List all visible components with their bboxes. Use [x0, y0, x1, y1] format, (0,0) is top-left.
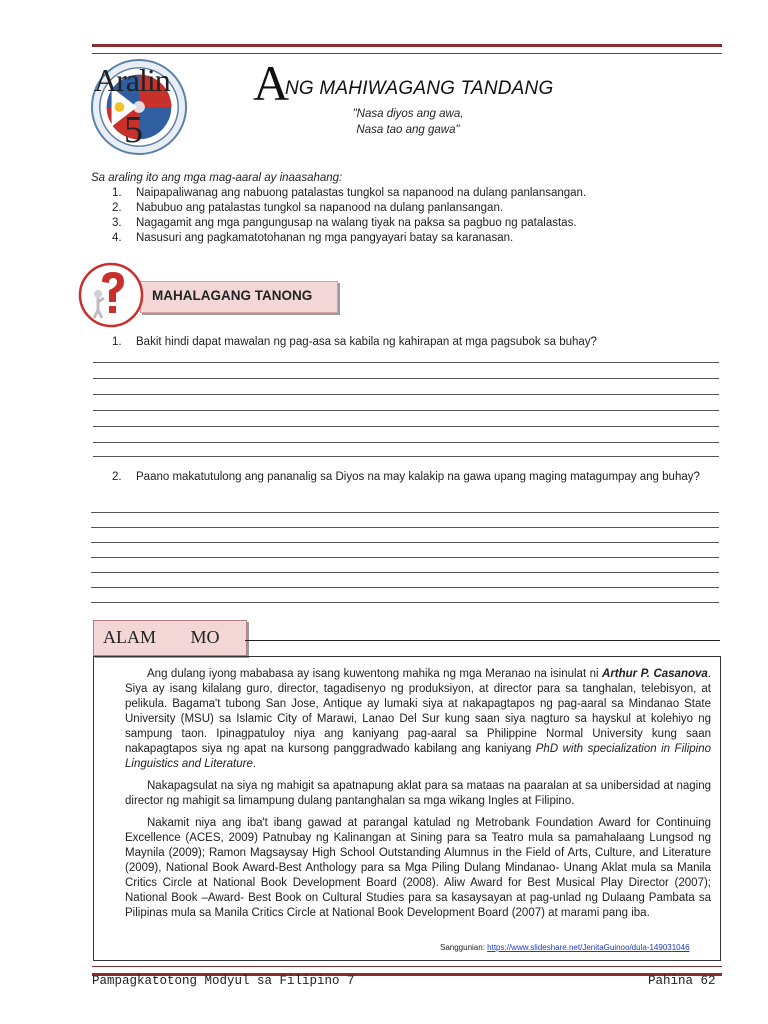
alam-mo-title: ALAM MO [103, 627, 220, 647]
answer-line[interactable] [91, 587, 719, 588]
top-rule [92, 44, 722, 54]
answer-line[interactable] [93, 394, 719, 395]
paragraph-3: Nakamit niya ang iba't ibang gawad at parangal katulad ng Metrobank Foundation Award for Continuing Excellence (ACES, 2009) Patnubay ng Kalinangan at Sining para sa Teatro mula sa pamahalaang Lungsod ng Maynila (2009); Ramon Magsaysay High School Outstanding Alumnus in the Field of Arts, Culture, and Literature (2009), National Book Award-Best Anthology para sa Mga Piling Dulang Mindanao- Unang Aklat mula sa Manila Critics Circle at National Book Development Board (2008). Aliw Award for Best Musical Play Director (2007); National Book –Award- Best Book on Cultural Studies para sa kasaysayan at pag-unlad ng Dulaang Pambata sa Pilipinas mula sa Manila Critics Circle at National Book Development Board (2007) at marami pang iba. [125, 817, 711, 919]
alam-mo-rule [245, 640, 720, 641]
paragraph-1: Ang dulang iyong mababasa ay isang kuwentong mahika ng mga Meranao na isinulat ni Arthur P. Casanova. Siya ay isang kilalang guro, director, tagadisenyo ng produksiyon, at director para sa tanghalan, telebisyon, at pelikula. Bagama't tubong San Jose, Antique ay lumaki siya at nakapagtapos ng pag-aaral sa Mindanao State University (MSU) sa Islamic City of Marawi, Lanao Del Sur kung saan siya nagturo sa hayskul at kolehiyo ng sampung taon. Ipinagpatuloy niya ang kaniyang pag-aaral sa Philippine Normal University kung saan nakapagtapos siya ng apat na kursong panggradwado kabilang ang kaniyang PhD with specialization in Filipino Linguistics and Literature. [125, 668, 711, 770]
answer-line[interactable] [93, 378, 719, 379]
title-initial: A [253, 55, 290, 111]
list-item: 1. Naipapaliwanag ang nabuong patalastas tungkol sa napanood na dulang panlansangan. [112, 187, 587, 199]
list-item: 2. Nabubuo ang patalastas tungkol sa napanood na dulang panlansangan. [112, 202, 504, 214]
footer-module-title: Pampagkatotong Modyul sa Filipino 7 [92, 974, 355, 988]
answer-line[interactable] [91, 542, 719, 543]
answer-line[interactable] [93, 456, 719, 457]
list-item: 3. Nagagamit ang mga pangungusap na walang tiyak na paksa sa pagbuo ng patalastas. [112, 217, 577, 229]
author-name: Arthur P. Casanova [602, 668, 708, 680]
answer-line[interactable] [91, 572, 719, 573]
mahalagang-tanong-title: MAHALAGANG TANONG [152, 288, 313, 303]
aralin-number: 5 [124, 109, 143, 151]
answer-line[interactable] [91, 557, 719, 558]
objectives-list [112, 186, 586, 246]
answer-line[interactable] [91, 512, 719, 513]
answer-line[interactable] [93, 426, 719, 427]
aralin-label: Aralin [94, 62, 170, 98]
question-1: 1. Bakit hindi dapat mawalan ng pag-asa sa kabila ng kahirapan at mga pagsubok sa buhay? [112, 336, 597, 348]
answer-line[interactable] [93, 410, 719, 411]
source-link[interactable]: https://www.slideshare.net/JenitaGuinoo/dula-149031046 [487, 943, 690, 952]
source-citation: Sanggunian: https://www.slideshare.net/JenitaGuinoo/dula-149031046 [440, 943, 690, 952]
answer-line[interactable] [93, 442, 719, 443]
quote-line-2: Nasa tao ang gawa" [356, 124, 460, 136]
objectives-intro: Sa araling ito ang mga mag-aaral ay inaasahang: [91, 172, 343, 184]
page-title: NG MAHIWAGANG TANDANG [285, 78, 554, 99]
paragraph-2: Nakapagsulat na siya ng mahigit sa apatnapung aklat para sa mataas na paaralan at sa unibersidad at naging director ng mahigit sa limampung dulang pantanghalan sa mga wikang Ingles at Filipino. [125, 780, 711, 807]
question-2: 2. Paano makatutulong ang pananalig sa Diyos na may kalakip na gawa upang maging matagumpay ang buhay? [112, 471, 700, 483]
answer-line[interactable] [93, 362, 719, 363]
list-item: 4. Nasusuri ang pagkamatotohanan ng mga pangyayari batay sa karanasan. [112, 232, 514, 244]
quote-line-1: "Nasa diyos ang awa, [352, 108, 464, 120]
answer-line[interactable] [91, 602, 719, 603]
page-number: Pahina 62 [648, 974, 716, 988]
question-mark-figure-icon [78, 262, 144, 328]
answer-line[interactable] [91, 527, 719, 528]
